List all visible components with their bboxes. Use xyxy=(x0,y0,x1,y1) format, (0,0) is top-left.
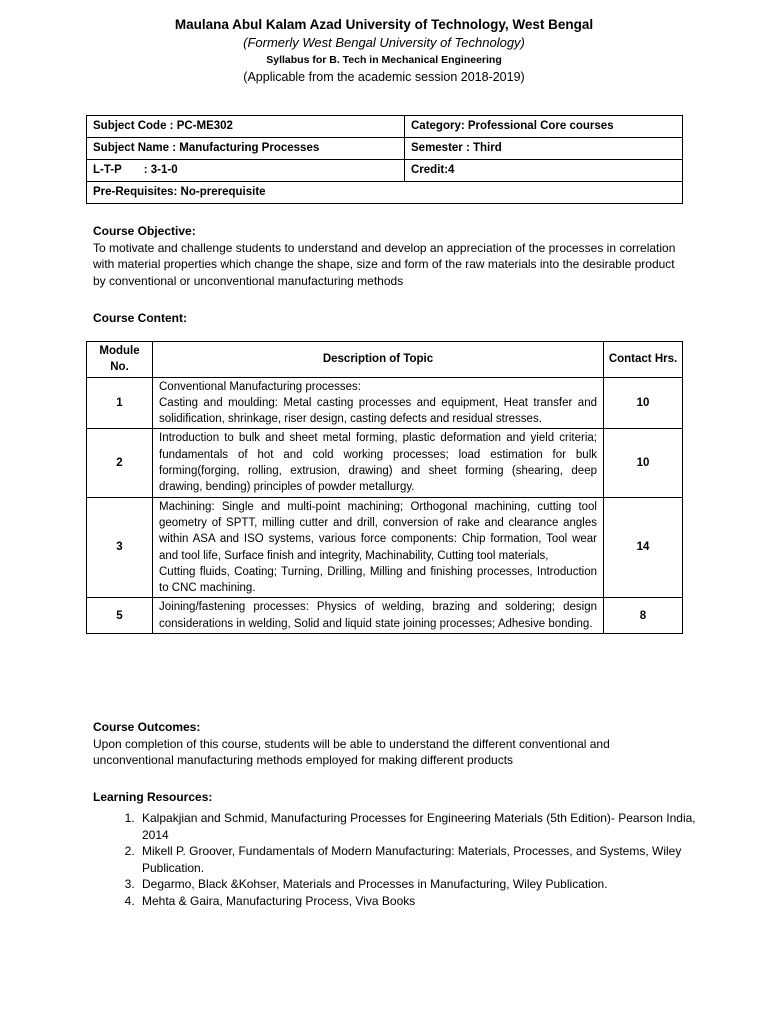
contact-hours: 8 xyxy=(604,598,683,634)
former-name: (Formerly West Bengal University of Technology) xyxy=(243,35,525,50)
col-hours-header: Contact Hrs. xyxy=(604,342,683,378)
document-header xyxy=(0,16,768,86)
contact-hours: 10 xyxy=(604,377,683,429)
module-number: 2 xyxy=(87,429,153,497)
module-number: 1 xyxy=(87,377,153,429)
objective-text: To motivate and challenge students to understand and develop an appreciation of the processes in correlation with material properties which change the shape, size and form of the raw materials into the desirable product by conventional or unconventional manufacturing methods xyxy=(93,240,676,288)
subject-ltp xyxy=(87,160,405,182)
table-row xyxy=(87,497,683,598)
table-row xyxy=(87,377,683,429)
topic-description xyxy=(153,377,604,429)
course-objective xyxy=(93,223,683,289)
subject-prereq: Pre-Requisites: No-prerequisite xyxy=(87,182,683,204)
list-item: 3. Degarmo, Black &Kohser, Materials and Processes in Manufacturing, Wiley Publication. xyxy=(138,876,708,893)
outcomes-text: Upon completion of this course, students will be able to understand the different conventional and unconventional manufacturing methods employed for making different products xyxy=(93,736,610,767)
contact-hours: 10 xyxy=(604,429,683,497)
topic-description xyxy=(153,598,604,634)
table-row xyxy=(87,598,683,634)
subject-code: Subject Code : PC-ME302 xyxy=(87,116,405,138)
resources-list xyxy=(93,810,708,909)
content-heading: Course Content: xyxy=(93,311,187,325)
topic-line: Machining: Single and multi-point machining; Orthogonal machining, cutting tool geometry of SPTT, milling cutter and drill, conversion of rake and clearance angles within ASA and ISO systems, various force components: Chip formation, Tool wear and tool life, Surface finish and integrity, Machinability, Cutting tool materials, xyxy=(159,500,597,562)
module-number: 3 xyxy=(87,497,153,598)
subject-semester: Semester : Third xyxy=(405,138,683,160)
topic-line: Cutting fluids, Coating; Turning, Drilling, Milling and finishing processes, Introduction to CNC machining. xyxy=(159,565,597,595)
subject-credit: Credit:4 xyxy=(405,160,683,182)
syllabus-title: Syllabus for B. Tech in Mechanical Engineering xyxy=(266,54,502,66)
subject-info-table xyxy=(86,115,683,204)
applicable-session: (Applicable from the academic session 2018-2019) xyxy=(243,70,525,84)
topic-line: Casting and moulding: Metal casting processes and equipment, Heat transfer and solidification, shrinkage, riser design, casting defects and residual stresses. xyxy=(159,396,597,426)
topic-description xyxy=(153,497,604,598)
list-item: 2. Mikell P. Groover, Fundamentals of Modern Manufacturing: Materials, Processes, and Systems, Wiley Publication. xyxy=(138,843,708,876)
subject-name: Subject Name : Manufacturing Processes xyxy=(87,138,405,160)
outcomes-heading: Course Outcomes: xyxy=(93,720,201,734)
resources-heading: Learning Resources: xyxy=(93,790,213,804)
university-name: Maulana Abul Kalam Azad University of Technology, West Bengal xyxy=(174,17,594,32)
module-number: 5 xyxy=(87,598,153,634)
col-desc-header: Description of Topic xyxy=(153,342,604,378)
topic-line: Conventional Manufacturing processes: xyxy=(159,380,362,393)
ltp-value: : 3-1-0 xyxy=(143,164,178,176)
list-item: 1. Kalpakjian and Schmid, Manufacturing Processes for Engineering Materials (5th Edition)- Pearson India, 2014 xyxy=(138,810,708,843)
topic-line: Introduction to bulk and sheet metal forming, plastic deformation and yield criteria; fundamentals of hot and cold working processes; load estimation for bulk forming(forging, rolling, extrusion, drawing) and sheet forming (shearing, deep drawing, bending) principles of powder metallurgy. xyxy=(159,432,597,494)
subject-category: Category: Professional Core courses xyxy=(405,116,683,138)
ltp-label: L-T-P xyxy=(93,164,122,176)
course-outcomes xyxy=(93,719,683,769)
objective-heading: Course Objective: xyxy=(93,224,196,238)
table-row xyxy=(87,429,683,497)
topic-description xyxy=(153,429,604,497)
contact-hours: 14 xyxy=(604,497,683,598)
col-module-header: Module No. xyxy=(87,342,153,378)
list-item: 4. Mehta & Gaira, Manufacturing Process, Viva Books xyxy=(138,893,708,910)
topic-line: Joining/fastening processes: Physics of welding, brazing and soldering; design considerations in welding, Solid and liquid state joining processes; Adhesive bonding. xyxy=(159,601,597,630)
course-content-table xyxy=(86,341,683,634)
